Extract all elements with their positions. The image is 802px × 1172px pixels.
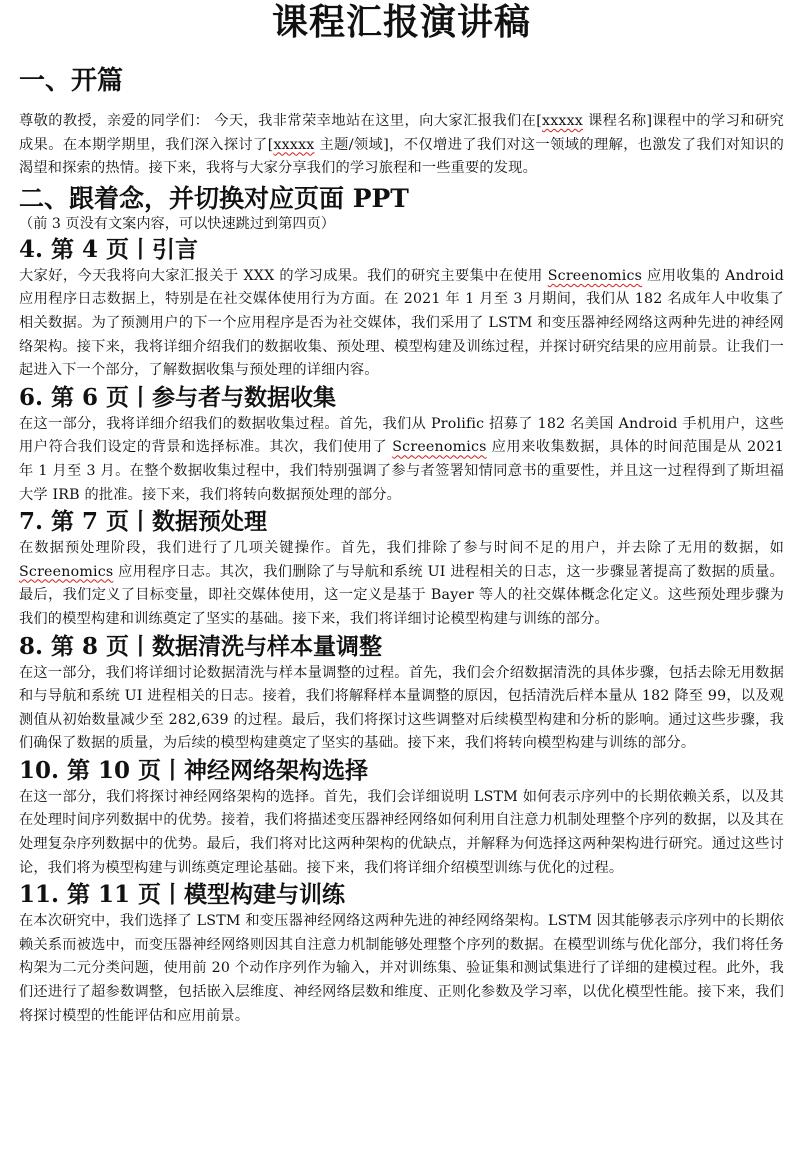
spellcheck-flagged-word: Screenomics	[547, 267, 643, 284]
page-paragraph: 大家好，今天我将向大家汇报关于 XXX 的学习成果。我们的研究主要集中在使用 Screenomics 应用收集的 Android 应用程序日志数据上，特别是在社交媒体使用行为方面。在 2021 年 1 月至 3 月期间，我们从 182 名成年人中收集了相关数据。为了预测用户的下一个应用程序是否为社交媒体，我们采用了 LSTM 和变压器神经网络这两种先进的神经网络架构。接下来，我将详细介绍我们的数据收集、预处理、模型构建及训练过程，并探讨研究结果的应用前景。让我们一起进入下一个部分，了解数据收集与预处理的详细内容。	[19, 267, 784, 379]
page-section-8	[19, 632, 784, 756]
page-paragraph: 在这一部分，我将详细介绍我们的数据收集过程。首先，我们从 Prolific 招募了 182 名美国 Android 手机用户，这些用户符合我们设定的背景和选择标准。其次，我们使用了 Screenomics 应用来收集数据，具体的时间范围是从 2021 年 1 月至 3 月。在整个数据收集过程中，我们特别强调了参与者签署知情同意书的重要性，并且这一过程得到了斯坦福大学 IRB 的批准。接下来，我们将转向数据预处理的部分。	[19, 415, 784, 503]
page-heading: 4. 第 4 页丨引言	[19, 235, 199, 263]
page-paragraph: 在这一部分，我们将探讨神经网络架构的选择。首先，我们会详细说明 LSTM 如何表示序列中的长期依赖关系，以及其在处理时间序列数据中的优势。接着，我们将描述变压器神经网络如何利用自注意力机制处理整个序列的数据，以及其在处理复杂序列数据中的优势。最后，我们将对比这两种架构的优缺点，并解释为何选择这两种架构进行研究。通过这些讨论，我们将为模型构建与训练奠定理论基础。接下来，我们将详细介绍模型训练与优化的过程。	[19, 788, 784, 876]
page-heading: 6. 第 6 页丨参与者与数据收集	[19, 383, 337, 411]
page-heading: 10. 第 10 页丨神经网络架构选择	[19, 756, 369, 784]
page-section-6	[19, 383, 784, 507]
skip-note: （前 3 页没有文案内容，可以快速跳过到第四页）	[19, 215, 335, 232]
spellcheck-flagged-word: xxxxx	[542, 113, 584, 129]
spellcheck-flagged-word: xxxxx	[273, 136, 315, 153]
section-heading-read-along: 二、跟着念，并切换对应页面 PPT	[19, 183, 409, 213]
page-section-4	[19, 235, 784, 383]
spellcheck-flagged-word: Screenomics	[19, 563, 114, 580]
page-paragraph: 在数据预处理阶段，我们进行了几项关键操作。首先，我们排除了参与时间不足的用户，并去除了无用的数据，如 Screenomics 应用程序日志。其次，我们删除了与导航和系统 UI 进程相关的日志，这一步骤显著提高了数据的质量。最后，我们定义了目标变量，即社交媒体使用，这一定义是基于 Bayer 等人的社交媒体概念化定义。这些预处理步骤为我们的模型构建和训练奠定了坚实的基础。接下来，我们将详细讨论模型构建与训练的部分。	[19, 540, 784, 627]
page-paragraph: 在这一部分，我们将详细讨论数据清洗与样本量调整的过程。首先，我们会介绍数据清洗的具体步骤，包括去除无用数据和与导航和系统 UI 进程相关的日志。接着，我们将解释样本量调整的原因，包括清洗后样本量从 182 降至 99，以及观测值从初始数量减少至 282,639 的过程。最后，我们将探讨这些调整对后续模型构建和分析的影响。通过这些步骤，我们确保了数据的质量，为后续的模型构建奠定了坚实的基础。接下来，我们将转向模型构建与训练的部分。	[19, 664, 784, 752]
opening-paragraph: 尊敬的教授，亲爱的同学们： 今天，我非常荣幸地站在这里，向大家汇报我们在[xxxxx 课程名称]课程中的学习和研究成果。在本期学期里，我们深入探讨了[xxxxx 主题/领域]，不仅增进了我们对这一领域的理解，也激发了我们对知识的渴望和探索的热情。接下来，我将与大家分享我们的学习旅程和一些重要的发现。	[19, 113, 784, 177]
page-paragraph: 在本次研究中，我们选择了 LSTM 和变压器神经网络这两种先进的神经网络架构。LSTM 因其能够表示序列中的长期依赖关系而被选中，而变压器神经网络则因其自注意力机制能够处理整个序列的数据。在模型训练与优化部分，我们将任务构架为二元分类问题，使用前 20 个动作序列作为输入，并对训练集、验证集和测试集进行了详细的建模过程。此外，我们还进行了超参数调整，包括嵌入层维度、神经网络层数和维度、正则化参数及学习率，以优化模型性能。接下来，我们将探讨模型的性能评估和应用前景。	[19, 913, 784, 1024]
page-heading: 8. 第 8 页丨数据清洗与样本量调整	[19, 632, 383, 660]
spellcheck-flagged-word: Screenomics	[392, 439, 487, 456]
page-section-11	[19, 880, 784, 1028]
page-heading: 11. 第 11 页丨模型构建与训练	[19, 881, 346, 909]
section-heading-opening: 一、开篇	[19, 66, 124, 96]
document-title: 课程汇报演讲稿	[271, 1, 531, 43]
page-section-7	[19, 507, 784, 631]
page-section-10	[19, 756, 784, 880]
page-heading: 7. 第 7 页丨数据预处理	[19, 508, 268, 536]
